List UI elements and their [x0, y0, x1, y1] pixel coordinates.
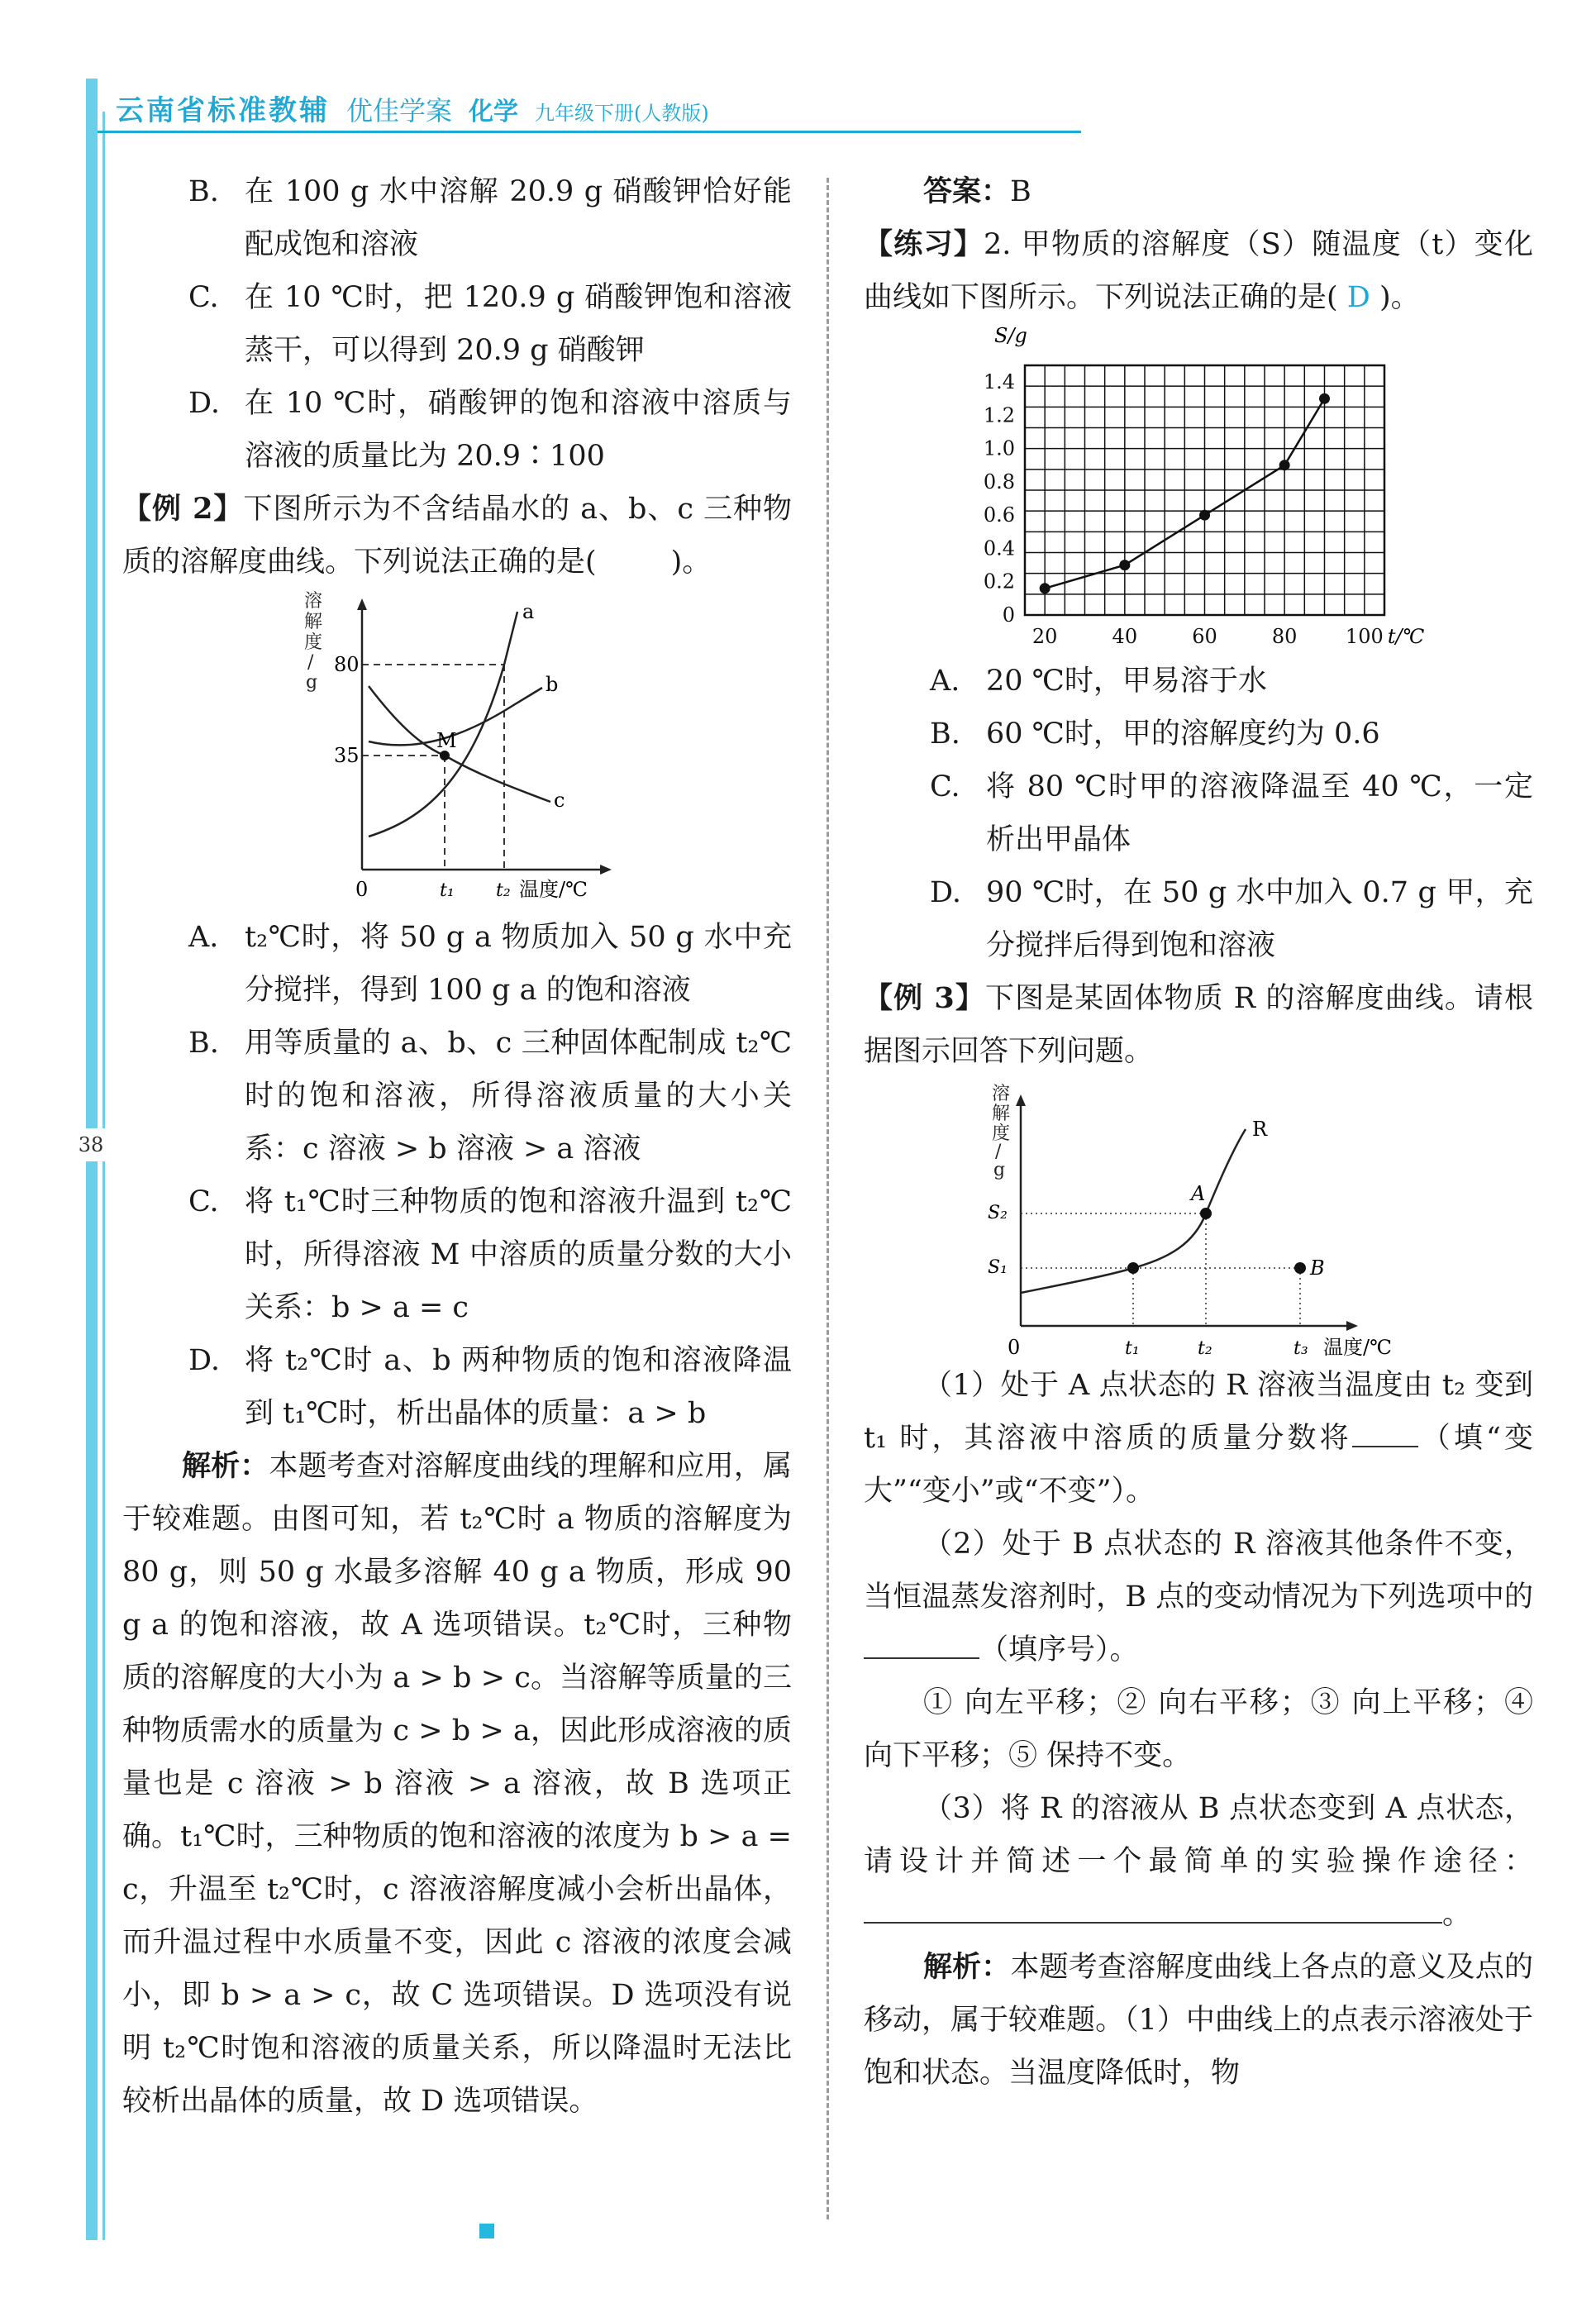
chart-y-tick-label: 0.4	[983, 536, 1015, 560]
chart-x-tick-label: 80	[1271, 625, 1298, 648]
chart-x-axis-label: t/℃	[1387, 625, 1425, 648]
example2-stem	[122, 483, 792, 589]
y-axis-label-char: /	[995, 1142, 1002, 1162]
point-M-label: M	[436, 729, 457, 752]
chart-x-tick-label: 100	[1345, 625, 1384, 648]
page-header	[116, 88, 709, 127]
option	[122, 377, 792, 483]
column-divider	[827, 178, 829, 2219]
y-axis-label-char: 溶	[992, 1084, 1011, 1104]
y-axis-arrow-icon	[1016, 1094, 1026, 1106]
example2-question-end: )。	[670, 546, 712, 579]
example3-tag: 【例 3】	[864, 981, 985, 1015]
header-rule	[98, 131, 1081, 133]
option	[122, 271, 792, 377]
example2-tag: 【例 2】	[122, 492, 244, 526]
y-axis-label-char: 解	[992, 1104, 1011, 1124]
x-axis-label: 温度/℃	[1323, 1336, 1392, 1359]
chart-data-point	[1319, 393, 1330, 404]
q3-text: （3）将 R 的溶液从 B 点状态变到 A 点状态，请设计并简述一个最简单的实验操作途径：	[864, 1792, 1533, 1878]
bottom-decor-square	[479, 2224, 494, 2238]
option-letter: D.	[930, 876, 961, 909]
chart-x-tick-label: 20	[1031, 625, 1058, 648]
option-text: 用等质量的 a、b、c 三种固体配制成 t₂℃时的饱和溶液，所得溶液质量的大小关系：c 溶液 > b 溶液 > a 溶液	[245, 1027, 792, 1166]
example3-stem	[864, 972, 1533, 1078]
point-B-label: B	[1310, 1256, 1325, 1280]
option-text: 将 t₁℃时三种物质的饱和溶液升温到 t₂℃时，所得溶液 M 中溶质的质量分数的大小关系：b > a = c	[245, 1185, 792, 1324]
q1-text: （1）处于 A 点状态的 R 溶液当温度由 t₂ 变到 t₁ 时，其溶液中溶质的质量分数将	[864, 1369, 1533, 1455]
q1-text-end: （填“变大”“变小”或“不变”）。	[864, 1422, 1533, 1508]
y-axis-label-char: 度	[992, 1123, 1011, 1144]
y-axis-label-char: /	[307, 652, 314, 673]
option-letter: B.	[188, 175, 219, 208]
y-axis-arrow-icon	[357, 598, 367, 610]
option	[122, 1017, 792, 1175]
option-text: 在 100 g 水中溶解 20.9 g 硝酸钾恰好能配成饱和溶液	[245, 175, 792, 261]
option	[122, 165, 792, 271]
x-tick-t1: t₁	[1125, 1338, 1140, 1359]
practice2-stem	[864, 218, 1533, 324]
example3-analysis	[864, 1941, 1533, 2100]
example2-analysis	[122, 1440, 792, 2128]
chart-y-tick-label: 1.4	[983, 370, 1015, 394]
chart-y-tick-label: 0.8	[983, 470, 1015, 493]
point-A	[1200, 1208, 1212, 1219]
option-text: 将 80 ℃时甲的溶液降温至 40 ℃，一定析出甲晶体	[986, 770, 1533, 856]
option-letter: C.	[930, 770, 960, 803]
option-text: 将 t₂℃时 a、b 两种物质的饱和溶液降温到 t₁℃时，析出晶体的质量：a > b	[245, 1344, 792, 1430]
chart-x-tick-label: 60	[1192, 625, 1217, 648]
q3-text-end: 。	[1442, 1898, 1472, 1931]
q3-blank	[864, 1892, 1442, 1924]
analysis-text: 本题考查溶解度曲线上各点的意义及点的移动，属于较难题。（1）中曲线上的点表示溶液处于饱和状态。当温度降低时，物	[864, 1951, 1533, 2090]
point-A-label: A	[1191, 1182, 1206, 1205]
option-text: t₂℃时，将 50 g a 物质加入 50 g 水中充分搅拌，得到 100 g a 的饱和溶液	[245, 921, 792, 1007]
example3-q1	[864, 1359, 1533, 1518]
option-letter: B.	[930, 718, 960, 751]
chart-y-tick-label: 0.2	[983, 570, 1015, 594]
y-tick-S1: S₁	[988, 1257, 1008, 1278]
origin-label: 0	[355, 878, 369, 901]
option-letter: C.	[188, 1185, 219, 1218]
option	[864, 655, 1533, 708]
chart-data-point	[1040, 583, 1051, 594]
example3-q3	[864, 1782, 1533, 1941]
x-axis-arrow-icon	[600, 865, 612, 875]
option-letter: B.	[188, 1027, 219, 1060]
option-letter: C.	[188, 281, 219, 314]
y-tick-S2: S₂	[988, 1203, 1008, 1223]
y-axis-label-char: 解	[304, 612, 323, 632]
answer-line	[864, 165, 1533, 218]
option-text: 60 ℃时，甲的溶解度约为 0.6	[986, 718, 1380, 751]
option-letter: D.	[188, 1344, 220, 1377]
chart-y-ticks	[984, 370, 1015, 627]
practice2-question: 2. 甲物质的溶解度（S）随温度（t）变化曲线如下图所示。下列说法正确的是(	[864, 228, 1533, 314]
x-tick-t2: t₂	[1198, 1338, 1212, 1359]
x-tick-t2: t₂	[496, 880, 511, 901]
option	[122, 1334, 792, 1440]
option-text: 90 ℃时，在 50 g 水中加入 0.7 g 甲，充分搅拌后得到饱和溶液	[986, 876, 1533, 962]
practice-tag: 【练习】	[864, 227, 984, 261]
option-text: 在 10 ℃时，硝酸钾的饱和溶液中溶质与溶液的质量比为 20.9∶100	[245, 387, 792, 473]
y-axis-label-char: g	[306, 672, 318, 693]
y-axis-label-char: g	[993, 1160, 1006, 1180]
q2-text: （2）处于 B 点状态的 R 溶液其他条件不变，当恒温蒸发溶剂时，B 点的变动情况为下列选项中的	[864, 1528, 1533, 1614]
x-tick-t3: t₃	[1293, 1338, 1308, 1359]
practice2-answer: D	[1346, 281, 1370, 314]
header-series: 云南省标准教辅	[116, 94, 330, 127]
curve-c	[369, 686, 550, 802]
option	[864, 866, 1533, 972]
curve-b-label: b	[545, 673, 559, 696]
page-number: 38	[69, 1128, 112, 1161]
y-tick-35: 35	[334, 744, 360, 767]
option	[122, 911, 792, 1017]
curve-a-label: a	[522, 600, 535, 623]
origin-label: 0	[1008, 1336, 1021, 1359]
x-tick-t1: t₁	[440, 880, 455, 901]
curve-a	[369, 612, 517, 837]
option-text: 在 10 ℃时，把 120.9 g 硝酸钾饱和溶液蒸干，可以得到 20.9 g 硝酸钾	[245, 281, 792, 367]
option	[122, 1175, 792, 1334]
header-subtitle: 优佳学案	[346, 95, 453, 126]
curve-c-label: c	[554, 789, 565, 812]
right-column	[864, 165, 1533, 2100]
example3-q2	[864, 1518, 1533, 1676]
left-decor-line	[102, 112, 105, 2240]
analysis-text: 本题考查对溶解度曲线的理解和应用，属于较难题。由图可知，若 t₂℃时 a 物质的溶解度为 80 g，则 50 g 水最多溶解 40 g a 物质，形成 90 g a 的饱和溶液，故 A 选项错误。t₂℃时，三种物质的溶解度的大小为 a > b > c。当溶解等质量的三种物质需水的质量为 c > b > a，因此形成溶液的质量也是 c 溶液 > b 溶液 > a 溶液，故 B 选项正确。t₁℃时，三种物质的饱和溶液的浓度为 b > a = c，升温至 t₂℃时，c 溶液溶解度减小会析出晶体，而升温过程中水质量不变，因此 c 溶液的浓度会减小，即 b > a > c，故 C 选项错误。D 选项没有说明 t₂℃时饱和溶液的质量关系，所以降温时无法比较析出晶体的质量，故 D 选项错误。	[122, 1450, 792, 2118]
option	[864, 708, 1533, 760]
x-axis-arrow-icon	[1346, 1321, 1358, 1331]
x-axis-label: 温度/℃	[519, 878, 588, 901]
answer-value: B	[1010, 175, 1031, 208]
chart-data-point	[1279, 460, 1290, 470]
solubility-figure-R	[864, 1078, 1533, 1359]
practice2-question-end: )。	[1379, 281, 1420, 314]
y-axis-label-char: 溶	[304, 591, 323, 612]
curve-R-label: R	[1252, 1118, 1268, 1141]
option	[864, 760, 1533, 866]
q2-text-end: （填序号）。	[979, 1633, 1139, 1666]
chart-y-tick-label: 1.0	[983, 436, 1015, 460]
example3-q2-options: ① 向左平移；② 向右平移；③ 向上平移；④ 向下平移；⑤ 保持不变。	[864, 1686, 1533, 1772]
solubility-figure-abc	[122, 589, 792, 911]
header-grade: 九年级下册(人教版)	[535, 102, 709, 125]
option-text: 20 ℃时，甲易溶于水	[986, 665, 1267, 698]
analysis-label: 解析：	[923, 1950, 1011, 1984]
point-B	[1294, 1262, 1306, 1274]
chart-x-ticks	[1032, 625, 1384, 648]
chart-y-tick-label: 0.6	[983, 503, 1015, 527]
example2-question: 下图所示为不含结晶水的 a、b、c 三种物质的溶解度曲线。下列说法正确的是(	[122, 493, 792, 579]
option-letter: A.	[188, 921, 219, 954]
option-letter: A.	[930, 665, 960, 698]
header-subject: 化学	[469, 98, 519, 126]
example3-question: 下图是某固体物质 R 的溶解度曲线。请根据图示回答下列问题。	[864, 982, 1534, 1068]
y-tick-80: 80	[334, 653, 360, 676]
q1-blank	[1352, 1416, 1418, 1447]
chart-y-tick-label: 1.2	[983, 403, 1015, 427]
solubility-chart-jia	[864, 324, 1533, 655]
chart-y-axis-label: S/g	[994, 324, 1027, 347]
chart-data-point	[1119, 560, 1130, 570]
chart-y-tick-label: 0	[1002, 603, 1015, 627]
chart-x-tick-label: 40	[1112, 625, 1138, 648]
chart-data-point	[1199, 510, 1210, 521]
y-axis-label-char: 度	[304, 632, 323, 653]
answer-label: 答案：	[923, 174, 1011, 208]
option-letter: D.	[188, 387, 220, 420]
left-column	[122, 165, 792, 2128]
q2-blank	[864, 1628, 979, 1659]
point-on-curve-t1	[1127, 1262, 1139, 1274]
analysis-label: 解析：	[182, 1449, 269, 1483]
